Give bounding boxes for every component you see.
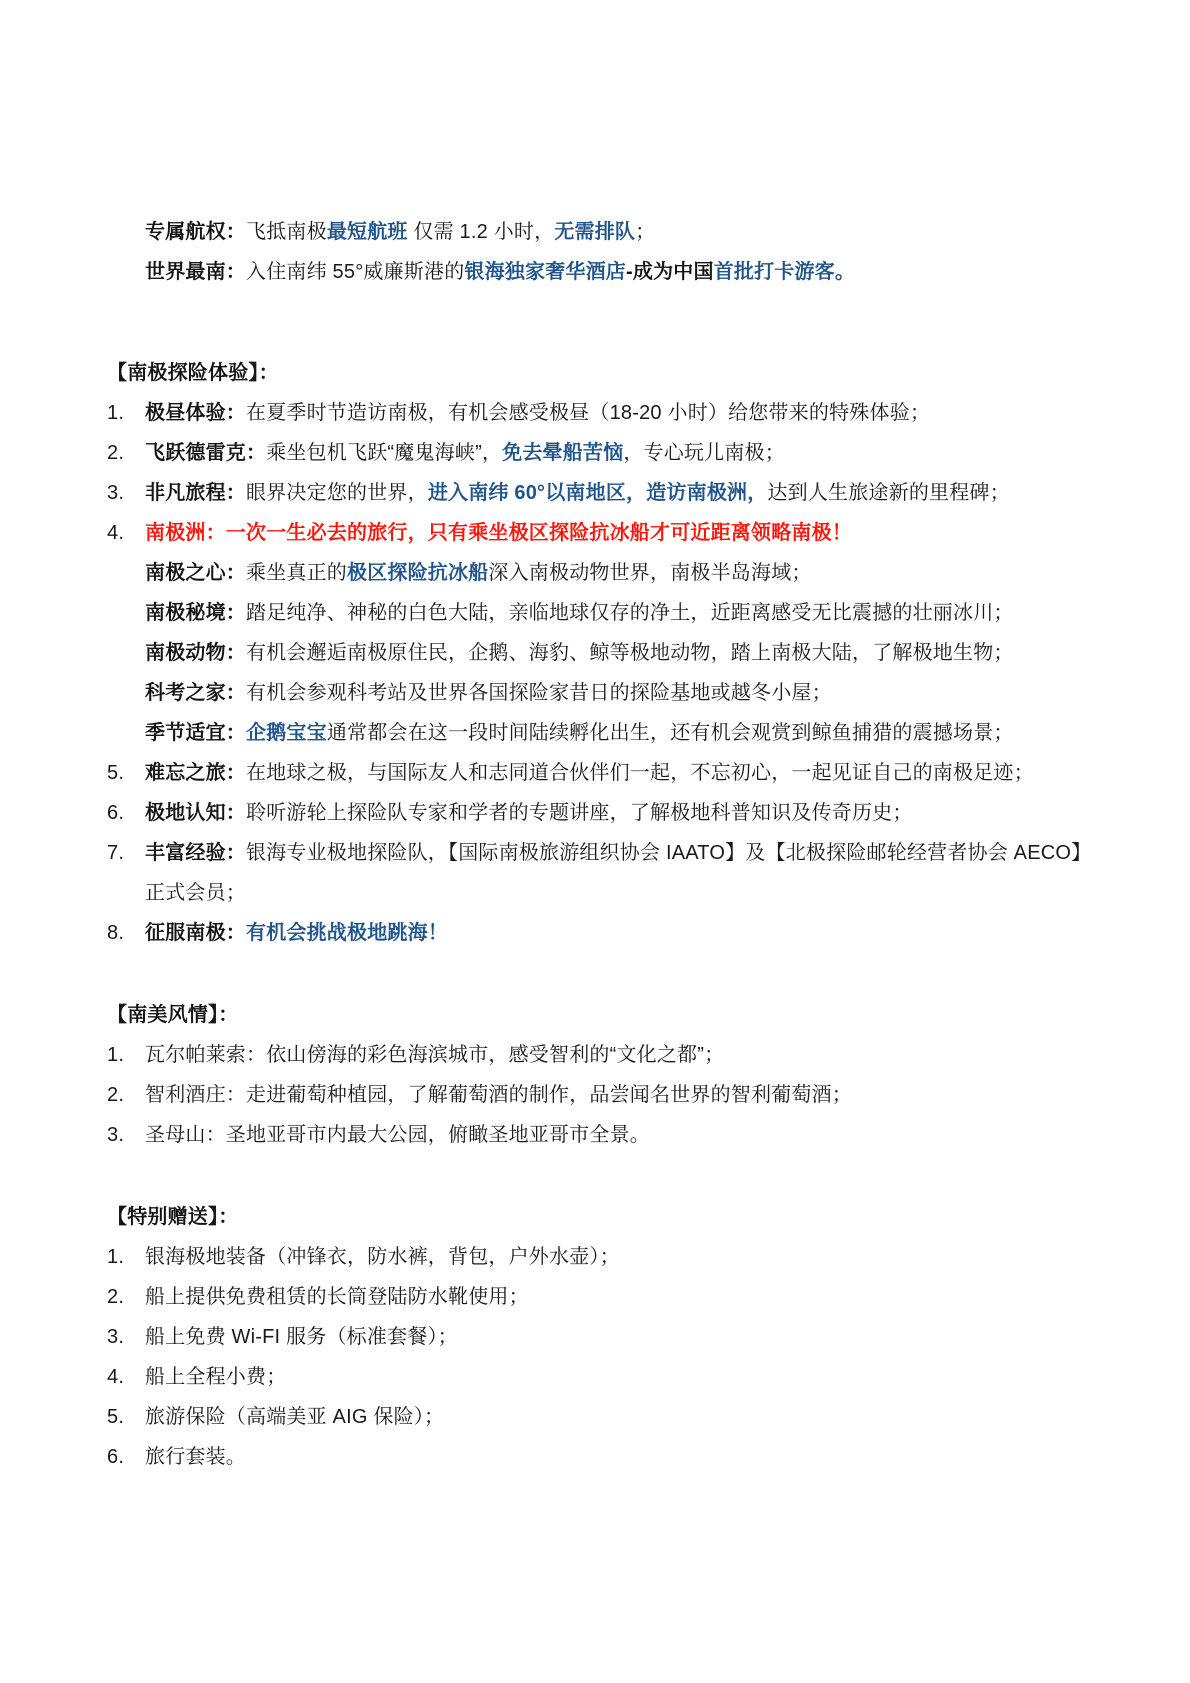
section: [107, 995, 1110, 1155]
list-item: [107, 1397, 1110, 1437]
text-segment: 飞跃德雷克：: [145, 442, 267, 464]
text-segment: 企鹅宝宝: [246, 722, 327, 744]
item-number: [107, 633, 145, 673]
section: [107, 1197, 1110, 1477]
item-text: [145, 793, 1110, 833]
item-text: [145, 1237, 1110, 1277]
item-text: [145, 1397, 1110, 1437]
text-segment: 仅需 1.2 小时，: [407, 221, 555, 243]
list-item: [107, 1357, 1110, 1397]
list-item: [107, 553, 1110, 593]
text-segment: 最短航班: [326, 221, 408, 243]
item-text: [145, 833, 1110, 913]
text-segment: 船上提供免费租赁的长筒登陆防水靴使用；: [145, 1286, 529, 1308]
item-number: [107, 593, 145, 633]
item-number: 3.: [107, 1124, 125, 1146]
text-segment: 银海专业极地探险队，【国际南极旅游组织协会 IAATO】及【北极探险邮轮经营者协会 AECO】正式会员；: [145, 842, 1092, 904]
text-segment: 南极洲：一次一生必去的旅行，只有乘坐极区探险抗冰船才可近距离领略南极！: [145, 522, 852, 544]
text-segment: 有机会邂逅南极原住民，企鹅、海豹、鲸等极地动物，踏上南极大陆，了解极地生物；: [246, 642, 1014, 664]
item-text: [145, 553, 1110, 593]
item-number: 1.: [107, 402, 125, 424]
text-segment: 世界最南：: [145, 261, 246, 283]
text-segment: 深入南极动物世界，南极半岛海域；: [488, 562, 812, 584]
text-segment: 南极秘境：: [145, 602, 246, 624]
text-segment: ，专心玩儿南极；: [623, 442, 785, 464]
list-item: [107, 1317, 1110, 1357]
text-segment: 达到人生旅途新的里程碑；: [767, 482, 1010, 504]
list-item: [107, 513, 1110, 553]
list-item: [107, 433, 1110, 473]
item-text: [145, 673, 1110, 713]
list-item: [107, 833, 1110, 913]
text-segment: 银海极地装备（冲锋衣，防水裤，背包，户外水壶）；: [145, 1246, 620, 1268]
item-text: [145, 473, 1110, 513]
list-item: [107, 593, 1110, 633]
text-segment: 无需排队: [554, 221, 636, 243]
item-number: [107, 553, 145, 593]
section: [107, 353, 1110, 953]
text-segment: 非凡旅程：: [145, 482, 246, 504]
section-title: 【特别赠送】：: [107, 1206, 239, 1228]
text-segment: 眼界决定您的世界，: [246, 482, 428, 504]
list-item: [107, 1075, 1110, 1115]
text-segment: 专属航权：: [145, 221, 246, 243]
item-text: [145, 593, 1110, 633]
list-item: [107, 753, 1110, 793]
text-segment: -成为中国: [626, 261, 714, 283]
item-text: [145, 1317, 1110, 1357]
list-item: [107, 713, 1110, 753]
text-segment: 进入南纬 60°以南地区，造访南极洲，: [427, 482, 768, 504]
text-segment: 季节适宜：: [145, 722, 246, 744]
text-segment: 智利酒庄：走进葡萄种植园，了解葡萄酒的制作，品尝闻名世界的智利葡萄酒；: [145, 1084, 852, 1106]
text-segment: 踏足纯净、神秘的白色大陆，亲临地球仅存的净土，近距离感受无比震撼的壮丽冰川；: [246, 602, 1014, 624]
item-text: [145, 753, 1110, 793]
item-number: 3.: [107, 1326, 125, 1348]
item-text: [145, 1437, 1110, 1477]
list-item: [107, 633, 1110, 673]
text-segment: 有机会挑战极地跳海！: [246, 922, 448, 944]
item-number: 6.: [107, 802, 125, 824]
item-number: [107, 713, 145, 753]
item-text: [145, 1035, 1110, 1075]
section-title: 【南极探险体验】：: [107, 362, 279, 384]
item-number: [107, 673, 145, 713]
item-text: [145, 433, 1110, 473]
text-segment: 瓦尔帕莱索：依山傍海的彩色海滨城市，感受智利的“文化之都”；: [145, 1044, 725, 1066]
text-segment: 旅行套装。: [145, 1446, 246, 1468]
item-number: 2.: [107, 442, 125, 464]
text-segment: ；: [635, 221, 656, 243]
text-segment: 船上全程小费；: [145, 1366, 287, 1388]
highlight-line: [107, 252, 1110, 292]
text-segment: 难忘之旅：: [145, 762, 246, 784]
list-item: [107, 1437, 1110, 1477]
text-segment: 极地认知：: [145, 802, 246, 824]
document-content: [107, 212, 1110, 1477]
text-segment: 乘坐真正的: [246, 562, 347, 584]
item-number: 1.: [107, 1044, 125, 1066]
text-segment: 船上免费 Wi-FI 服务（标准套餐）；: [145, 1326, 458, 1348]
list-item: [107, 1035, 1110, 1075]
list-item: [107, 913, 1110, 953]
text-segment: 在夏季时节造访南极，有机会感受极昼（18-20 小时）给您带来的特殊体验；: [246, 402, 931, 424]
text-segment: 在地球之极，与国际友人和志同道合伙伴们一起，不忘初心，一起见证自己的南极足迹；: [246, 762, 1034, 784]
item-number: 7.: [107, 842, 125, 864]
text-segment: 乘坐包机飞跃“魔鬼海峡”，: [266, 442, 503, 464]
text-segment: 入住南纬 55°威廉斯港的: [246, 261, 465, 283]
item-number: 2.: [107, 1286, 125, 1308]
text-segment: 飞抵南极: [246, 221, 327, 243]
sections-container: [107, 353, 1110, 1477]
highlight-line: [107, 212, 1110, 252]
text-segment: 免去晕船苦恼: [502, 442, 624, 464]
highlight-lines: [107, 212, 1110, 292]
item-number: 1.: [107, 1246, 125, 1268]
list-item: [107, 473, 1110, 513]
item-text: [145, 1115, 1110, 1155]
item-text: [145, 1357, 1110, 1397]
item-number: 5.: [107, 762, 125, 784]
text-segment: 极区探险抗冰船: [347, 562, 489, 584]
list-item: [107, 393, 1110, 433]
text-segment: 通常都会在这一段时间陆续孵化出生，还有机会观赏到鲸鱼捕猎的震撼场景；: [326, 722, 1014, 744]
text-segment: 征服南极：: [145, 922, 246, 944]
list-item: [107, 793, 1110, 833]
text-segment: 丰富经验：: [145, 842, 246, 864]
section-title: 【南美风情】：: [107, 1004, 239, 1026]
item-number: 6.: [107, 1446, 125, 1468]
item-text: [145, 713, 1110, 753]
item-number: 5.: [107, 1406, 125, 1428]
list-item: [107, 1277, 1110, 1317]
list-item: [107, 673, 1110, 713]
item-text: [145, 913, 1110, 953]
list-item: [107, 1237, 1110, 1277]
text-segment: 首批打卡游客。: [713, 261, 856, 283]
item-text: [145, 393, 1110, 433]
text-segment: 圣母山：圣地亚哥市内最大公园，俯瞰圣地亚哥市全景。: [145, 1124, 650, 1146]
text-segment: 有机会参观科考站及世界各国探险家昔日的探险基地或越冬小屋；: [246, 682, 832, 704]
list-item: [107, 1115, 1110, 1155]
text-segment: 银海独家奢华酒店: [464, 261, 627, 283]
item-number: 3.: [107, 482, 125, 504]
item-text: [145, 513, 1110, 553]
text-segment: 旅游保险（高端美亚 AIG 保险）；: [145, 1406, 445, 1428]
item-number: 4.: [107, 1366, 125, 1388]
text-segment: 极昼体验：: [145, 402, 246, 424]
item-text: [145, 1277, 1110, 1317]
item-number: 4.: [107, 522, 125, 544]
text-segment: 科考之家：: [145, 682, 246, 704]
item-text: [145, 633, 1110, 673]
item-number: 2.: [107, 1084, 125, 1106]
text-segment: 南极动物：: [145, 642, 246, 664]
text-segment: 聆听游轮上探险队专家和学者的专题讲座，了解极地科普知识及传奇历史；: [246, 802, 913, 824]
text-segment: 南极之心：: [145, 562, 246, 584]
item-text: [145, 1075, 1110, 1115]
item-number: 8.: [107, 922, 125, 944]
